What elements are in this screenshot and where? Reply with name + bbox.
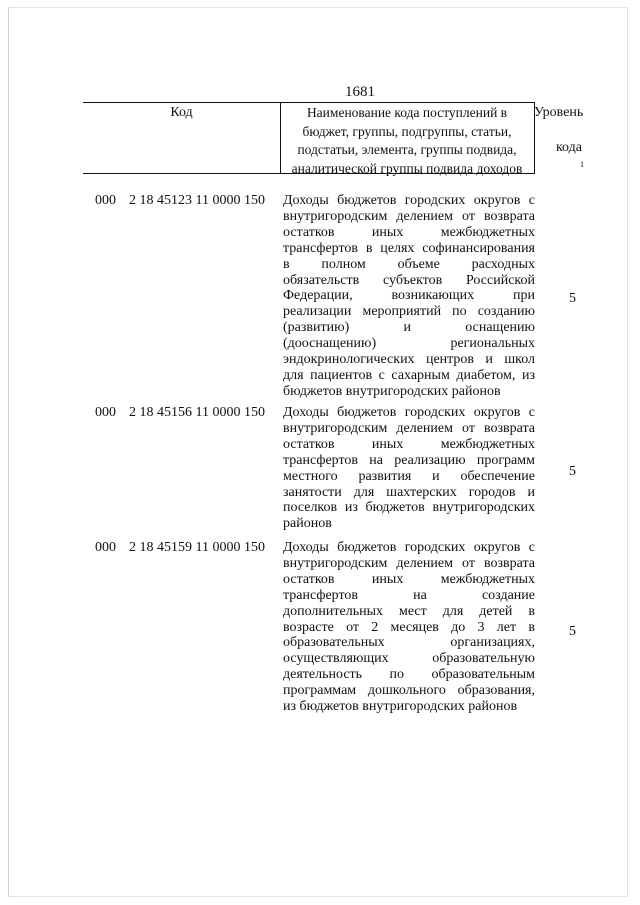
- header-name-line: бюджет, группы, подгруппы, статьи,: [302, 123, 512, 139]
- description-line: реализации мероприятий по созданию: [283, 304, 535, 320]
- description-line: дополнительных мест для детей в: [283, 603, 535, 619]
- code-level: 5: [569, 624, 576, 639]
- description-line: остатков иных межбюджетных: [283, 224, 535, 240]
- description-line: (развитию) и оснащению: [283, 320, 535, 336]
- description-line: поселков из бюджетов внутригородских: [283, 500, 535, 516]
- header-level-label: [534, 105, 586, 178]
- income-description: [283, 405, 535, 532]
- income-description: [283, 540, 535, 715]
- admin-code: 000: [95, 540, 116, 555]
- description-line: трансфертов на реализацию программ: [283, 452, 535, 468]
- description-line: трансфертов на создание: [283, 587, 535, 603]
- header-level-line1: Уровень: [534, 105, 584, 120]
- code-level: 5: [569, 291, 576, 306]
- description-line: Доходы бюджетов городских округов с: [283, 193, 535, 208]
- description-line: остатков иных межбюджетных: [283, 571, 535, 587]
- page-number: 1681: [345, 84, 375, 100]
- admin-code: 000: [95, 405, 116, 420]
- header-name-label: [280, 105, 534, 177]
- description-line: Доходы бюджетов городских округов с: [283, 405, 535, 420]
- description-line: местного развития и обеспечение: [283, 468, 535, 484]
- budget-classification-code: 2 18 45159 11 0000 150: [129, 540, 265, 555]
- description-line: районов: [283, 516, 332, 532]
- header-code-label: Код: [170, 105, 193, 120]
- description-line: внутригородским делением от возврата: [283, 420, 535, 436]
- description-line: для пациентов с сахарным диабетом, из: [283, 367, 535, 383]
- description-line: (дооснащению) региональных: [283, 336, 535, 352]
- description-line: занятости для шахтерских городов и: [283, 484, 535, 500]
- budget-classification-code: 2 18 45156 11 0000 150: [129, 405, 265, 420]
- income-description: [283, 193, 535, 400]
- description-line: эндокринологических центров и школ: [283, 352, 535, 368]
- description-line: остатков иных межбюджетных: [283, 436, 535, 452]
- header-name-line: Наименование кода поступлений в: [306, 105, 508, 120]
- description-line: из бюджетов внутригородских районов: [283, 699, 518, 715]
- admin-code: 000: [95, 193, 116, 208]
- description-line: внутригородским делением от возврата: [283, 208, 535, 224]
- description-line: трансфертов в целях софинансирования: [283, 240, 535, 256]
- table-header: [83, 102, 584, 176]
- description-line: внутригородским делением от возврата: [283, 555, 535, 571]
- description-line: деятельность по образовательным: [283, 667, 535, 683]
- description-line: Федерации, возникающих при: [283, 288, 535, 304]
- header-name-line: подстатьи, элемента, группы подвида,: [297, 142, 517, 157]
- budget-classification-code: 2 18 45123 11 0000 150: [129, 193, 265, 208]
- description-line: обязательств субъектов Российской: [283, 272, 535, 288]
- header-name-line: аналитической группы подвида доходов: [291, 160, 523, 176]
- header-level-column: [534, 103, 586, 173]
- description-line: осуществляющих образовательную: [283, 651, 535, 667]
- description-line: программам дошкольного образования,: [283, 683, 535, 699]
- description-line: образовательных организациях,: [283, 635, 535, 651]
- description-line: Доходы бюджетов городских округов с: [283, 540, 535, 555]
- header-level-line2: кода: [555, 140, 582, 155]
- header-name-column: [280, 103, 535, 176]
- description-line: бюджетов внутригородских районов: [283, 383, 501, 399]
- description-line: возрасте от 2 месяцев до 3 лет в: [283, 619, 535, 635]
- description-line: в полном объеме расходных: [283, 256, 535, 272]
- code-level: 5: [569, 464, 576, 479]
- header-level-footnote: 1: [580, 159, 584, 169]
- header-code-column: [83, 103, 281, 173]
